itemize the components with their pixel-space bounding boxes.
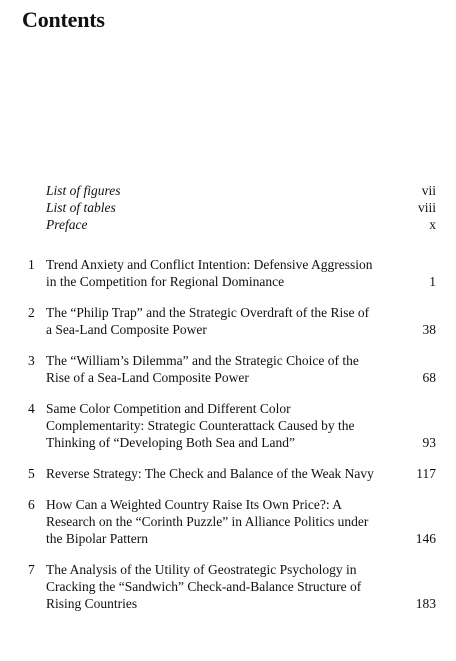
front-matter-entry-preface[interactable] — [46, 216, 436, 233]
entry-page-number: vii — [421, 183, 436, 198]
chapter-page-number: 68 — [422, 370, 436, 385]
entry-label: Preface — [46, 217, 88, 232]
chapter-entry-5[interactable] — [28, 465, 436, 482]
front-matter-entry-figures[interactable] — [46, 182, 436, 199]
chapter-entry-4[interactable] — [28, 400, 436, 451]
chapter-page-number: 38 — [422, 322, 436, 337]
chapter-title: The “Philip Trap” and the Strategic Overdraft of the Rise of a Sea-Land Composite Power — [46, 305, 370, 337]
chapter-title: Same Color Competition and Different Color Complementarity: Strategic Counterattack Caused by the Thinking of “Developing Both Sea and Land” — [46, 401, 355, 450]
chapter-number: 6 — [28, 497, 35, 512]
chapter-title: Reverse Strategy: The Check and Balance of the Weak Navy — [46, 466, 374, 481]
chapter-entry-6[interactable] — [28, 496, 436, 547]
entry-label: List of tables — [46, 200, 116, 215]
chapter-number: 1 — [28, 257, 35, 272]
chapter-title: The “William’s Dilemma” and the Strategic Choice of the Rise of a Sea-Land Composite Power — [46, 353, 359, 385]
chapter-entry-3[interactable] — [28, 352, 436, 386]
chapter-number: 3 — [28, 353, 35, 368]
chapter-page-number: 146 — [415, 531, 436, 546]
chapter-title: How Can a Weighted Country Raise Its Own Price?: A Research on the “Corinth Puzzle” in Alliance Politics under the Bipolar Pattern — [46, 497, 369, 546]
chapter-list — [28, 256, 436, 626]
chapter-page-number: 1 — [429, 274, 436, 289]
chapter-page-number: 117 — [416, 466, 436, 481]
chapter-entry-2[interactable] — [28, 304, 436, 338]
chapter-entry-1[interactable] — [28, 256, 436, 290]
entry-page-number: x — [429, 217, 436, 232]
front-matter-entry-tables[interactable] — [46, 199, 436, 216]
chapter-number: 7 — [28, 562, 35, 577]
entry-page-number: viii — [417, 200, 436, 215]
entry-label: List of figures — [46, 183, 121, 198]
chapter-number: 4 — [28, 401, 35, 416]
chapter-number: 5 — [28, 466, 35, 481]
chapter-title: Trend Anxiety and Conflict Intention: Defensive Aggression in the Competition for Regional Dominance — [46, 257, 373, 289]
chapter-entry-7[interactable] — [28, 561, 436, 612]
front-matter-list — [46, 182, 436, 233]
page-title: Contents — [22, 7, 105, 32]
chapter-title: The Analysis of the Utility of Geostrategic Psychology in Cracking the “Sandwich” Check-and-Balance Structure of Rising Countries — [46, 562, 362, 611]
chapter-number: 2 — [28, 305, 35, 320]
chapter-page-number: 183 — [415, 596, 436, 611]
chapter-page-number: 93 — [422, 435, 436, 450]
